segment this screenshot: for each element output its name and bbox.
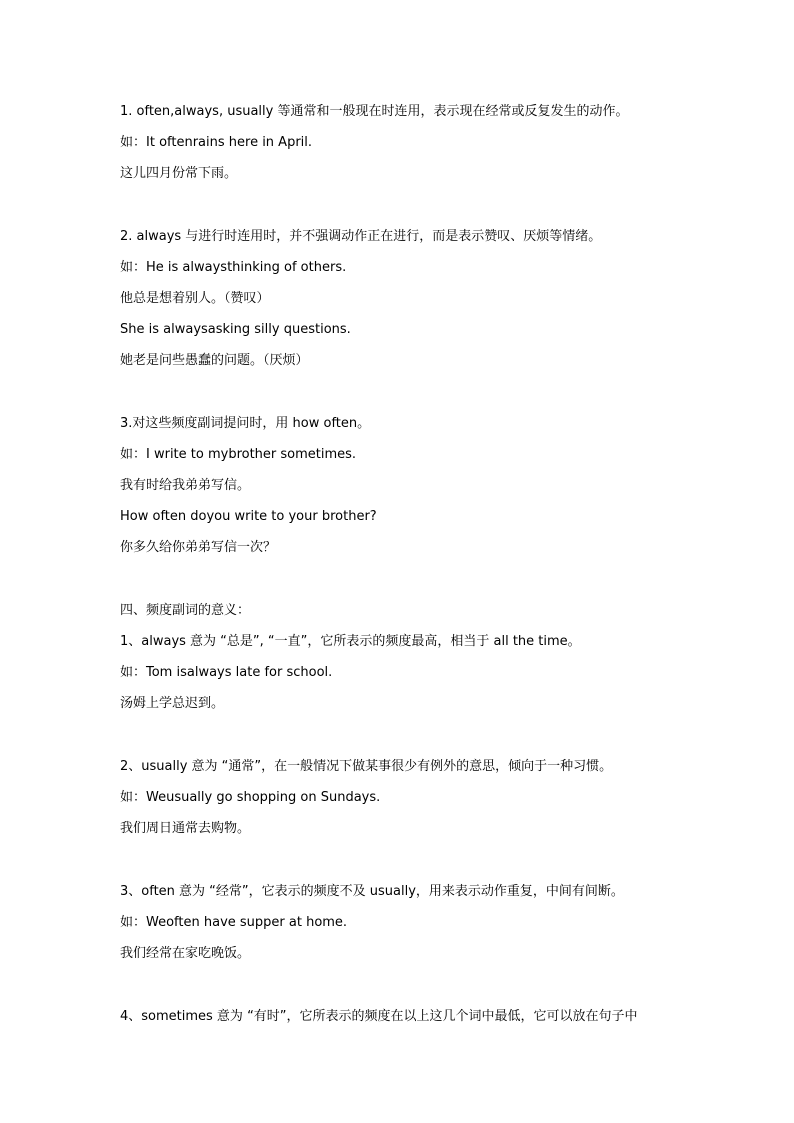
text-line: 汤姆上学总迟到。	[120, 696, 225, 711]
text-line: 1、always 意为 “总是”, “一直”，它所表示的频度最高，相当于 all the time。	[120, 634, 581, 649]
text-line: 她老是问些愚蠢的问题。（厌烦）	[120, 353, 309, 368]
text-line: 如：It oftenrains here in April.	[120, 135, 313, 150]
text-line: 1. often,always, usually 等通常和一般现在时连用，表示现在经常或反复发生的动作。	[120, 104, 629, 119]
text-line: How often doyou write to your brother?	[120, 509, 377, 524]
text-line: 如：He is alwaysthinking of others.	[120, 260, 347, 275]
text-line: She is alwaysasking silly questions.	[120, 322, 351, 337]
text-line: 4、sometimes 意为 “有时”，它所表示的频度在以上这几个词中最低，它可以放在句子中	[120, 1009, 638, 1024]
text-line: 我有时给我弟弟写信。	[120, 478, 251, 493]
text-line: 他总是想着别人。（赞叹）	[120, 291, 270, 306]
text-line: 2、usually 意为 “通常”，在一般情况下做某事很少有例外的意思，倾向于一种习惯。	[120, 759, 613, 774]
text-line: 我们经常在家吃晚饭。	[120, 946, 251, 961]
text-line: 3、often 意为 “经常”，它表示的频度不及 usually，用来表示动作重复，中间有间断。	[120, 884, 624, 899]
text-line: 如：I write to mybrother sometimes.	[120, 447, 357, 462]
text-line: 2. always 与进行时连用时，并不强调动作正在进行，而是表示赞叹、厌烦等情绪。	[120, 229, 602, 244]
text-line: 如：Tom isalways late for school.	[120, 665, 333, 680]
text-line: 3.对这些频度副词提问时，用 how often。	[120, 416, 371, 431]
text-line: 如：Weusually go shopping on Sundays.	[120, 790, 381, 805]
section-heading: 四、频度副词的意义：	[120, 603, 251, 618]
text-line: 这儿四月份常下雨。	[120, 166, 238, 181]
text-line: 如：Weoften have supper at home.	[120, 915, 348, 930]
text-line: 你多久给你弟弟写信一次？	[120, 540, 277, 555]
text-line: 我们周日通常去购物。	[120, 821, 251, 836]
